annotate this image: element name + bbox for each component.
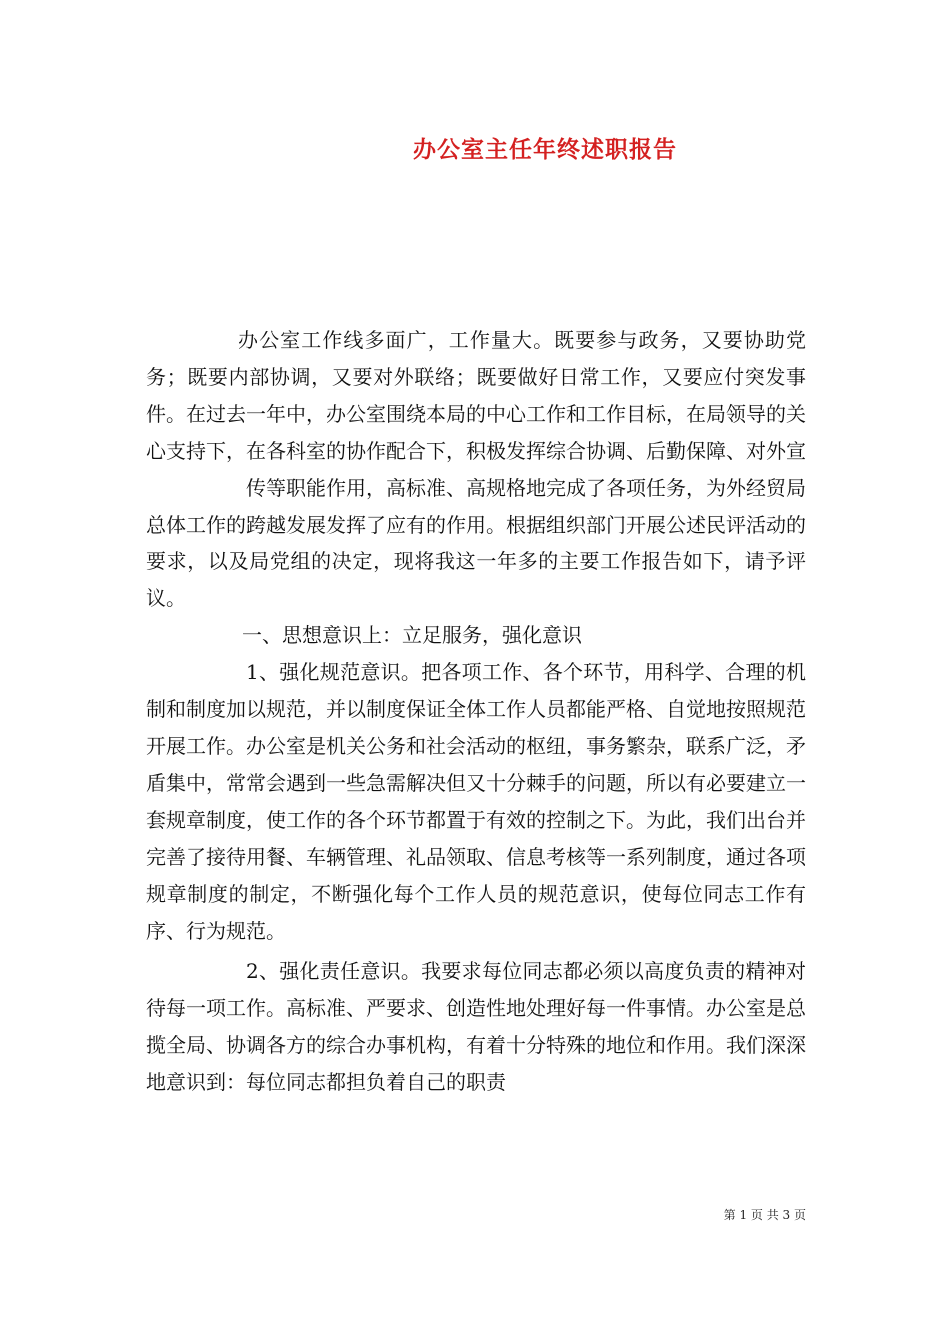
- document-body: [146, 322, 806, 1101]
- paragraph-item-2: 2、强化责任意识。我要求每位同志都必须以高度负责的精神对待每一项工作。高标准、严要求、创造性地处理好每一件事情。办公室是总揽全局、协调各方的综合办事机构，有着十分特殊的地位和作用。我们深深地意识到：每位同志都担负着自己的职责: [146, 959, 806, 1095]
- document-title: 办公室主任年终述职报告: [413, 136, 677, 163]
- paragraph-intro-continued: 传等职能作用，高标准、高规格地完成了各项任务，为外经贸局总体工作的跨越发展发挥了应有的作用。根据组织部门开展公述民评活动的要求，以及局党组的决定，现将我这一年多的主要工作报告如下，请予评议。: [146, 475, 806, 611]
- page-number: 第 1 页 共 3 页: [723, 1208, 806, 1222]
- section-heading: 一、思想意识上：立足服务，强化意识: [242, 623, 582, 648]
- paragraph-intro: 办公室工作线多面广，工作量大。既要参与政务，又要协助党务；既要内部协调，又要对外联络；既要做好日常工作，又要应付突发事件。在过去一年中，办公室围绕本局的中心工作和工作目标，在局领导的关心支持下，在各科室的协作配合下，积极发挥综合协调、后勤保障、对外宣: [146, 328, 806, 463]
- paragraph-item-1: 1、强化规范意识。把各项工作、各个环节，用科学、合理的机制和制度加以规范，并以制度保证全体工作人员都能严格、自觉地按照规范开展工作。办公室是机关公务和社会活动的枢纽，事务繁杂，联系广泛，矛盾集中，常常会遇到一些急需解决但又十分棘手的问题，所以有必要建立一套规章制度，使工作的各个环节都置于有效的控制之下。为此，我们出台并完善了接待用餐、车辆管理、礼品领取、信息考核等一系列制度，通过各项规章制度的制定，不断强化每个工作人员的规范意识，使每位同志工作有序、行为规范。: [146, 660, 806, 943]
